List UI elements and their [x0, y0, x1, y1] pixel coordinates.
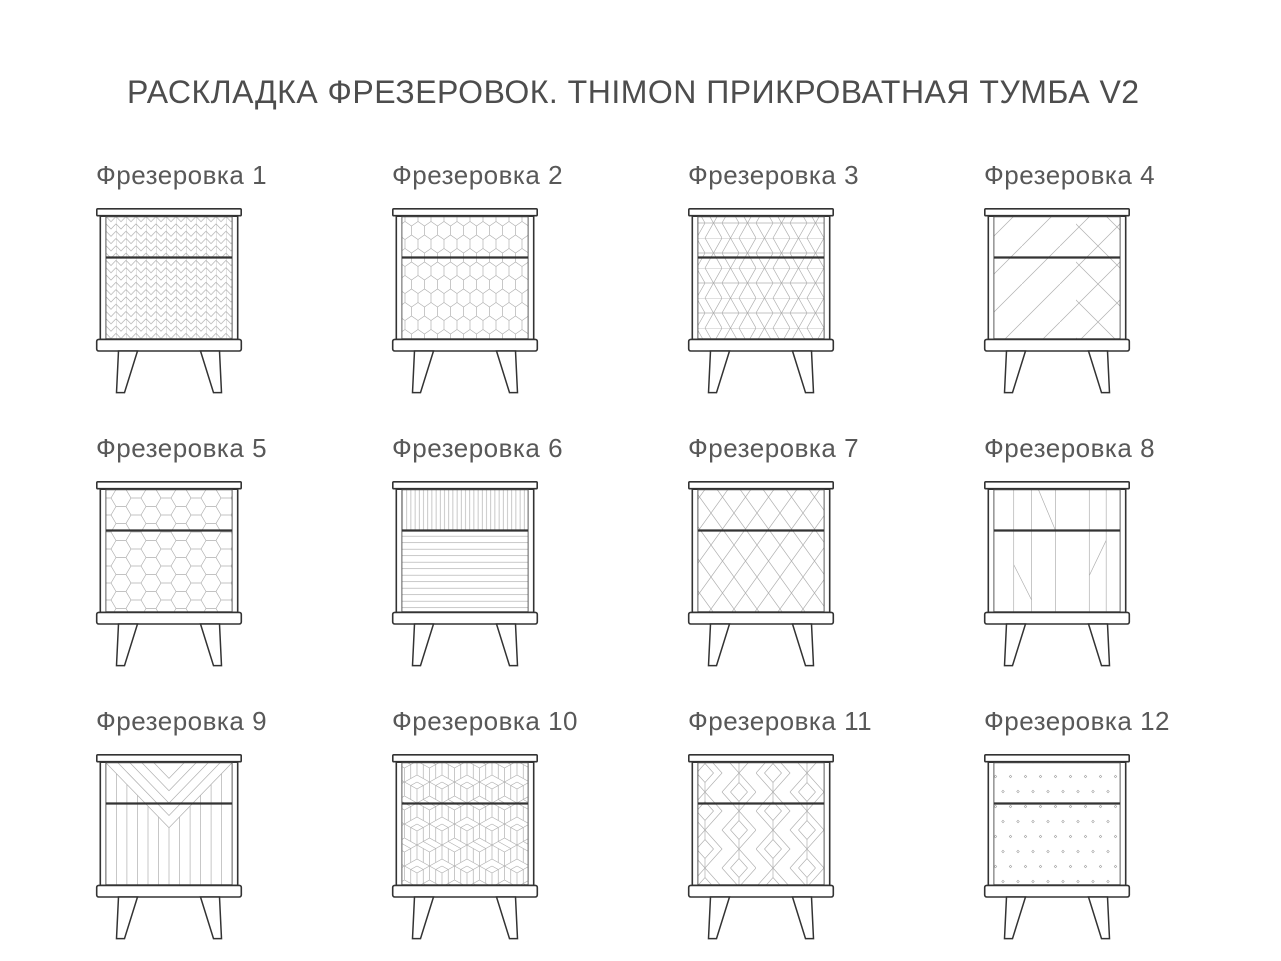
left-leg: [709, 351, 730, 393]
milling-card-label: Фрезеровка 8: [984, 433, 1156, 463]
right-leg: [1089, 351, 1110, 393]
milling-card-label: Фрезеровка 9: [96, 706, 268, 736]
left-leg: [413, 624, 434, 666]
milling-card: [688, 433, 860, 667]
milling-card: [688, 160, 860, 394]
nightstand-drawing-fluted-two-way: [392, 481, 538, 667]
milling-card: [984, 433, 1156, 667]
milling-card-label: Фрезеровка 2: [392, 160, 564, 190]
right-leg: [1089, 624, 1110, 666]
milling-card: [96, 706, 268, 940]
right-leg: [201, 897, 222, 939]
nightstand-drawing-diamond-grid: [688, 208, 834, 394]
right-leg: [793, 624, 814, 666]
milling-grid: [96, 160, 1170, 940]
nightstand-drawing-honeycomb-vertical: [392, 208, 538, 394]
milling-card-label: Фрезеровка 1: [96, 160, 268, 190]
milling-card: [96, 433, 268, 667]
nightstand-drawing-deco-diamonds: [688, 754, 834, 940]
nightstand-drawing-herringbone: [96, 208, 242, 394]
milling-card: [96, 160, 268, 394]
milling-card-label: Фрезеровка 10: [392, 706, 578, 736]
left-leg: [1005, 624, 1026, 666]
nightstand-drawing-honeycomb: [96, 481, 242, 667]
left-leg: [117, 897, 138, 939]
milling-card-label: Фрезеровка 3: [688, 160, 860, 190]
left-leg: [709, 624, 730, 666]
milling-card-label: Фрезеровка 12: [984, 706, 1170, 736]
milling-card-label: Фрезеровка 6: [392, 433, 564, 463]
nightstand-drawing-diamond-lattice: [688, 481, 834, 667]
milling-card: [392, 160, 564, 394]
right-leg: [793, 351, 814, 393]
nightstand-drawing-diagonal-chevron: [984, 208, 1130, 394]
milling-card: [688, 706, 873, 940]
milling-card-label: Фрезеровка 5: [96, 433, 268, 463]
nightstand-drawing-sparse-lines: [984, 481, 1130, 667]
left-leg: [1005, 351, 1026, 393]
right-leg: [497, 897, 518, 939]
left-leg: [709, 897, 730, 939]
milling-card: [392, 706, 578, 940]
milling-card: [984, 160, 1156, 394]
milling-card-label: Фрезеровка 7: [688, 433, 860, 463]
page-title: РАСКЛАДКА ФРЕЗЕРОВОК. THIMON ПРИКРОВАТНАЯ ТУМБА V2: [127, 74, 1140, 110]
nightstand-drawing-dot-grid: [984, 754, 1130, 940]
milling-card: [984, 706, 1170, 940]
right-leg: [201, 624, 222, 666]
nightstand-drawing-mitre-chevron: [96, 754, 242, 940]
left-leg: [413, 351, 434, 393]
right-leg: [201, 351, 222, 393]
milling-card-label: Фрезеровка 11: [688, 706, 873, 736]
right-leg: [793, 897, 814, 939]
right-leg: [497, 624, 518, 666]
right-leg: [1089, 897, 1110, 939]
left-leg: [413, 897, 434, 939]
left-leg: [1005, 897, 1026, 939]
right-leg: [497, 351, 518, 393]
milling-card: [392, 433, 564, 667]
nightstand-drawing-cube-parquet: [392, 754, 538, 940]
milling-card-label: Фрезеровка 4: [984, 160, 1156, 190]
left-leg: [117, 624, 138, 666]
left-leg: [117, 351, 138, 393]
